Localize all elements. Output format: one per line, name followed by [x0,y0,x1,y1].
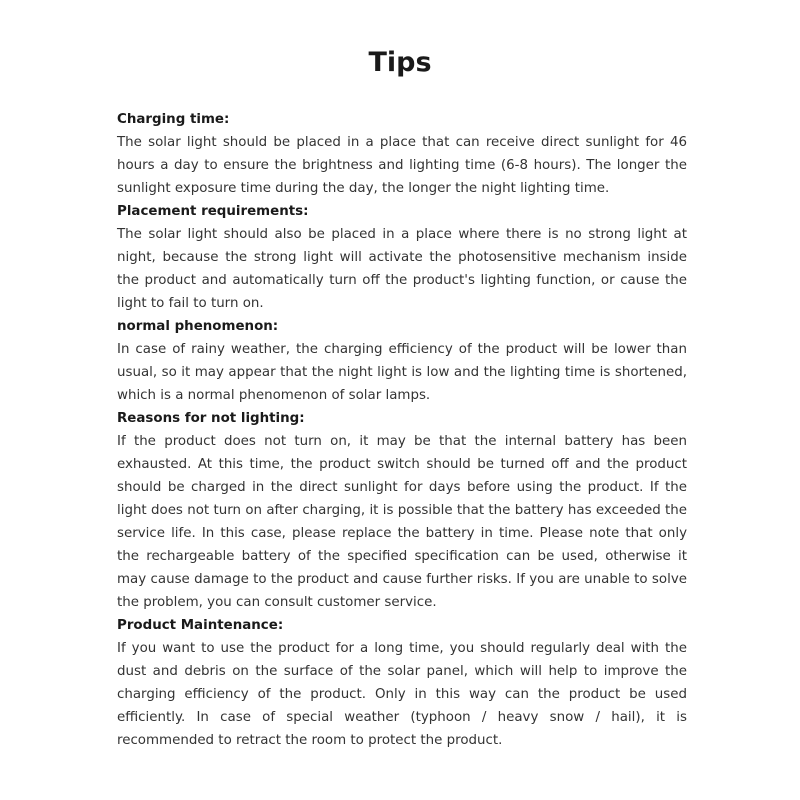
section-charging-time [117,108,687,200]
section-body: In case of rainy weather, the charging efficiency of the product will be lower than usual, so it may appear that the night light is low and the lighting time is shortened, which is a normal phenomenon of solar lamps. [117,342,687,403]
section-heading: normal phenomenon: [117,319,279,334]
section-normal-phenomenon [117,315,687,407]
section-body: If the product does not turn on, it may be that the internal battery has been exhausted. At this time, the product switch should be turned off and the product should be charged in the direct sunlight for days before using the product. If the light does not turn on after charging, it is possible that the battery has exceeded the service life. In this case, please replace the battery in time. Please note that only the rechargeable battery of the specified specification can be used, otherwise it may cause damage to the product and cause further risks. If you are unable to solve the problem, you can consult customer service. [117,434,687,610]
section-body: If you want to use the product for a long time, you should regularly deal with the dust and debris on the surface of the solar panel, which will help to improve the charging efficiency of the product. Only in this way can the product be used efficiently. In case of special weather (typhoon / heavy snow / hail), it is recommended to retract the room to protect the product. [117,641,687,748]
section-body: The solar light should be placed in a place that can receive direct sunlight for 46 hours a day to ensure the brightness and lighting time (6-8 hours). The longer the sunlight exposure time during the day, the longer the night lighting time. [117,135,687,196]
section-heading: Product Maintenance: [117,618,284,633]
section-placement-requirements [117,200,687,315]
section-heading: Placement requirements: [117,204,309,219]
section-reasons-for-not-lighting [117,407,687,614]
section-product-maintenance [117,614,687,752]
section-heading: Charging time: [117,112,230,127]
page-title: Tips [368,47,432,78]
section-body: The solar light should also be placed in a place where there is no strong light at night, because the strong light will activate the photosensitive mechanism inside the product and automatically turn off the product's lighting function, or cause the light to fail to turn on. [117,227,687,311]
section-heading: Reasons for not lighting: [117,411,305,426]
tips-content [117,108,687,752]
